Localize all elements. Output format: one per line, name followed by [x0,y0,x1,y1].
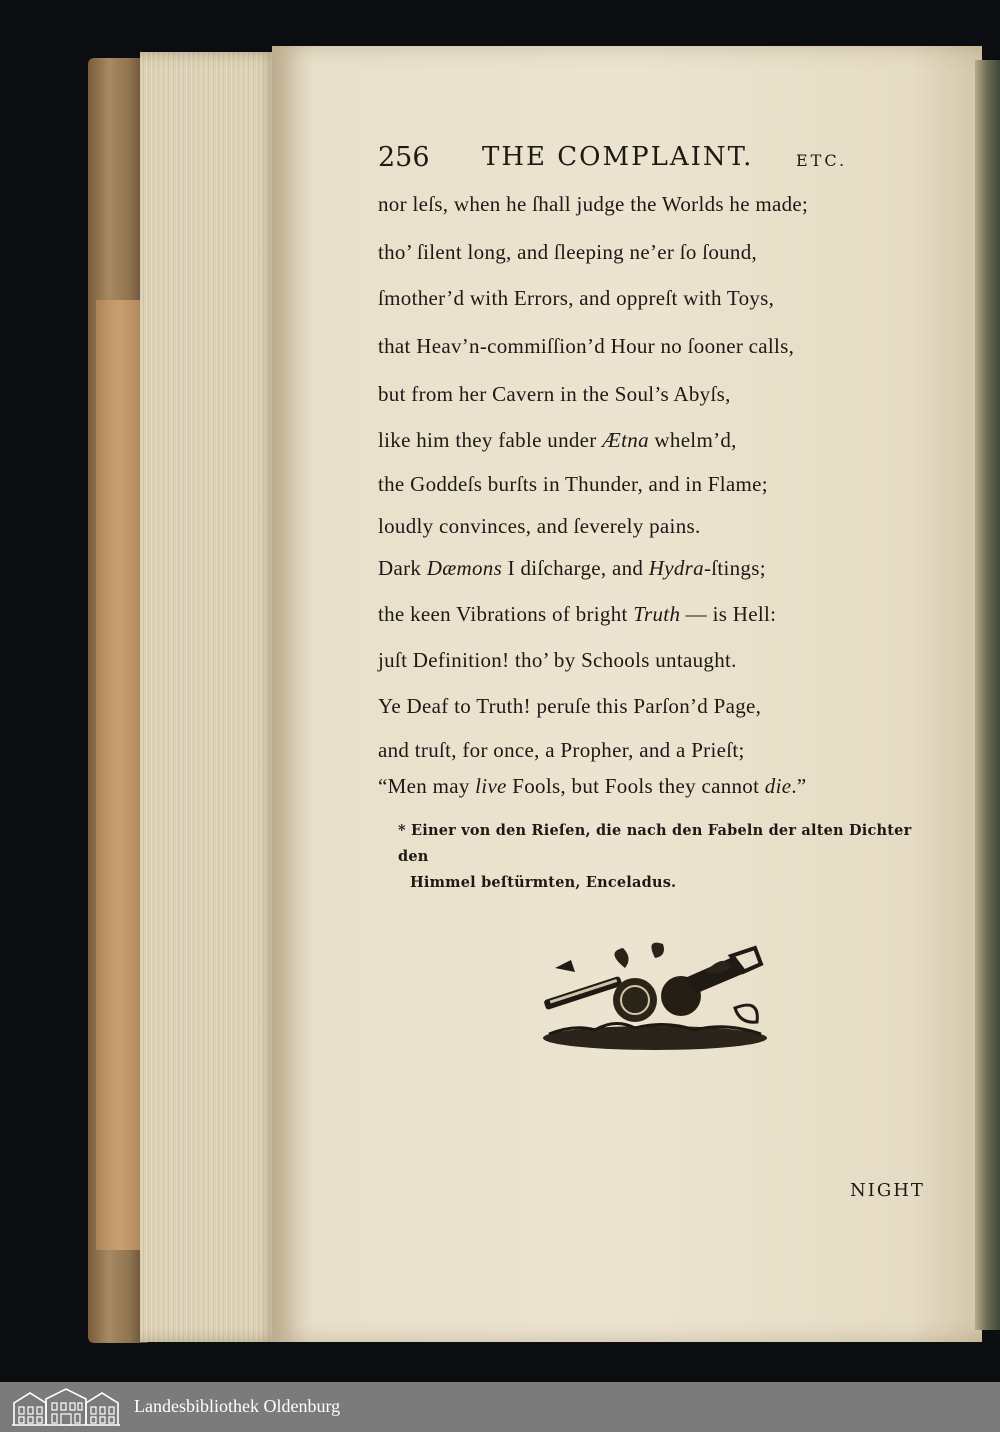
verse-text: whelm’d, [648,428,737,452]
running-title: THE COMPLAINT. [482,142,754,172]
verse-text: tho’ ſilent long, and ſleeping ne’er ſo ſound, [378,240,758,264]
verse-text: .” [791,774,807,798]
library-building-icon [10,1387,122,1427]
book-spine-strip [96,300,144,1250]
catchword: NIGHT [850,1180,925,1201]
verse-text: the keen Vibrations of bright [378,602,634,626]
verse-line [378,514,701,539]
italic-word: Truth [633,602,681,626]
italic-word: Ætna [602,428,649,452]
verse-line [378,774,807,799]
book-cover-right [975,60,1000,1330]
italic-word: die [764,774,792,798]
verse-text: loudly convinces, and ſeverely pains. [378,514,701,538]
verse-text: and truſt, for once, a Propher, and a Prieſt; [378,738,745,762]
verse-text: Fools, but Fools they cannot [506,774,765,798]
verse-text: “Men may [378,774,476,798]
verse-line [378,192,808,217]
verse-line [378,382,731,407]
footer-bar [0,1382,1000,1432]
italic-word: live [475,774,507,798]
verse-text: I diſcharge, and [502,556,649,580]
verse-text: — is Hell: [680,602,777,626]
verse-line [378,648,737,673]
verse-text: that Heav’n-commiſſion’d Hour no ſooner calls, [378,334,795,358]
page-number: 256 [378,142,430,173]
footnote [398,818,938,896]
italic-word: Hydra [648,556,704,580]
verse-text: juſt Definition! tho’ by Schools untaught. [378,648,737,672]
verse-line [378,556,766,581]
page-header [378,138,878,178]
verse-line [378,286,774,311]
library-name: Landesbibliothek Oldenburg [134,1396,341,1416]
verse-text: nor leſs, when he ſhall judge the Worlds he made; [378,192,809,216]
verse-text: Dark [378,556,427,580]
verse-text: but from her Cavern in the Soul’s Abyſs, [378,382,731,406]
verse-line [378,694,761,719]
verse-text: Ye Deaf to Truth! peruſe this Parſon’d Page, [378,694,762,718]
verse-text: the Goddeſs burſts in Thunder, and in Flame; [378,472,768,496]
verse-text: like him they fable under [378,428,603,452]
footnote-line: * Einer von den Rieſen, die nach den Fabeln der alten Dichter den [398,822,912,865]
verse-text: ſmother’d with Errors, and oppreſt with Toys, [378,286,775,310]
woodcut-ornament-icon [535,938,775,1058]
italic-word: Dæmons [426,556,503,580]
running-title-etc: ETC. [796,151,848,170]
verse-line [378,602,776,627]
verse-line [378,240,757,265]
verse-line [378,472,768,497]
verse-line [378,334,794,359]
page-edges [140,52,280,1342]
verse-line [378,428,737,453]
verse-text: -ſtings; [703,556,766,580]
verse-line [378,738,745,763]
footnote-line: Himmel beſtürmten, Enceladus. [410,874,677,891]
